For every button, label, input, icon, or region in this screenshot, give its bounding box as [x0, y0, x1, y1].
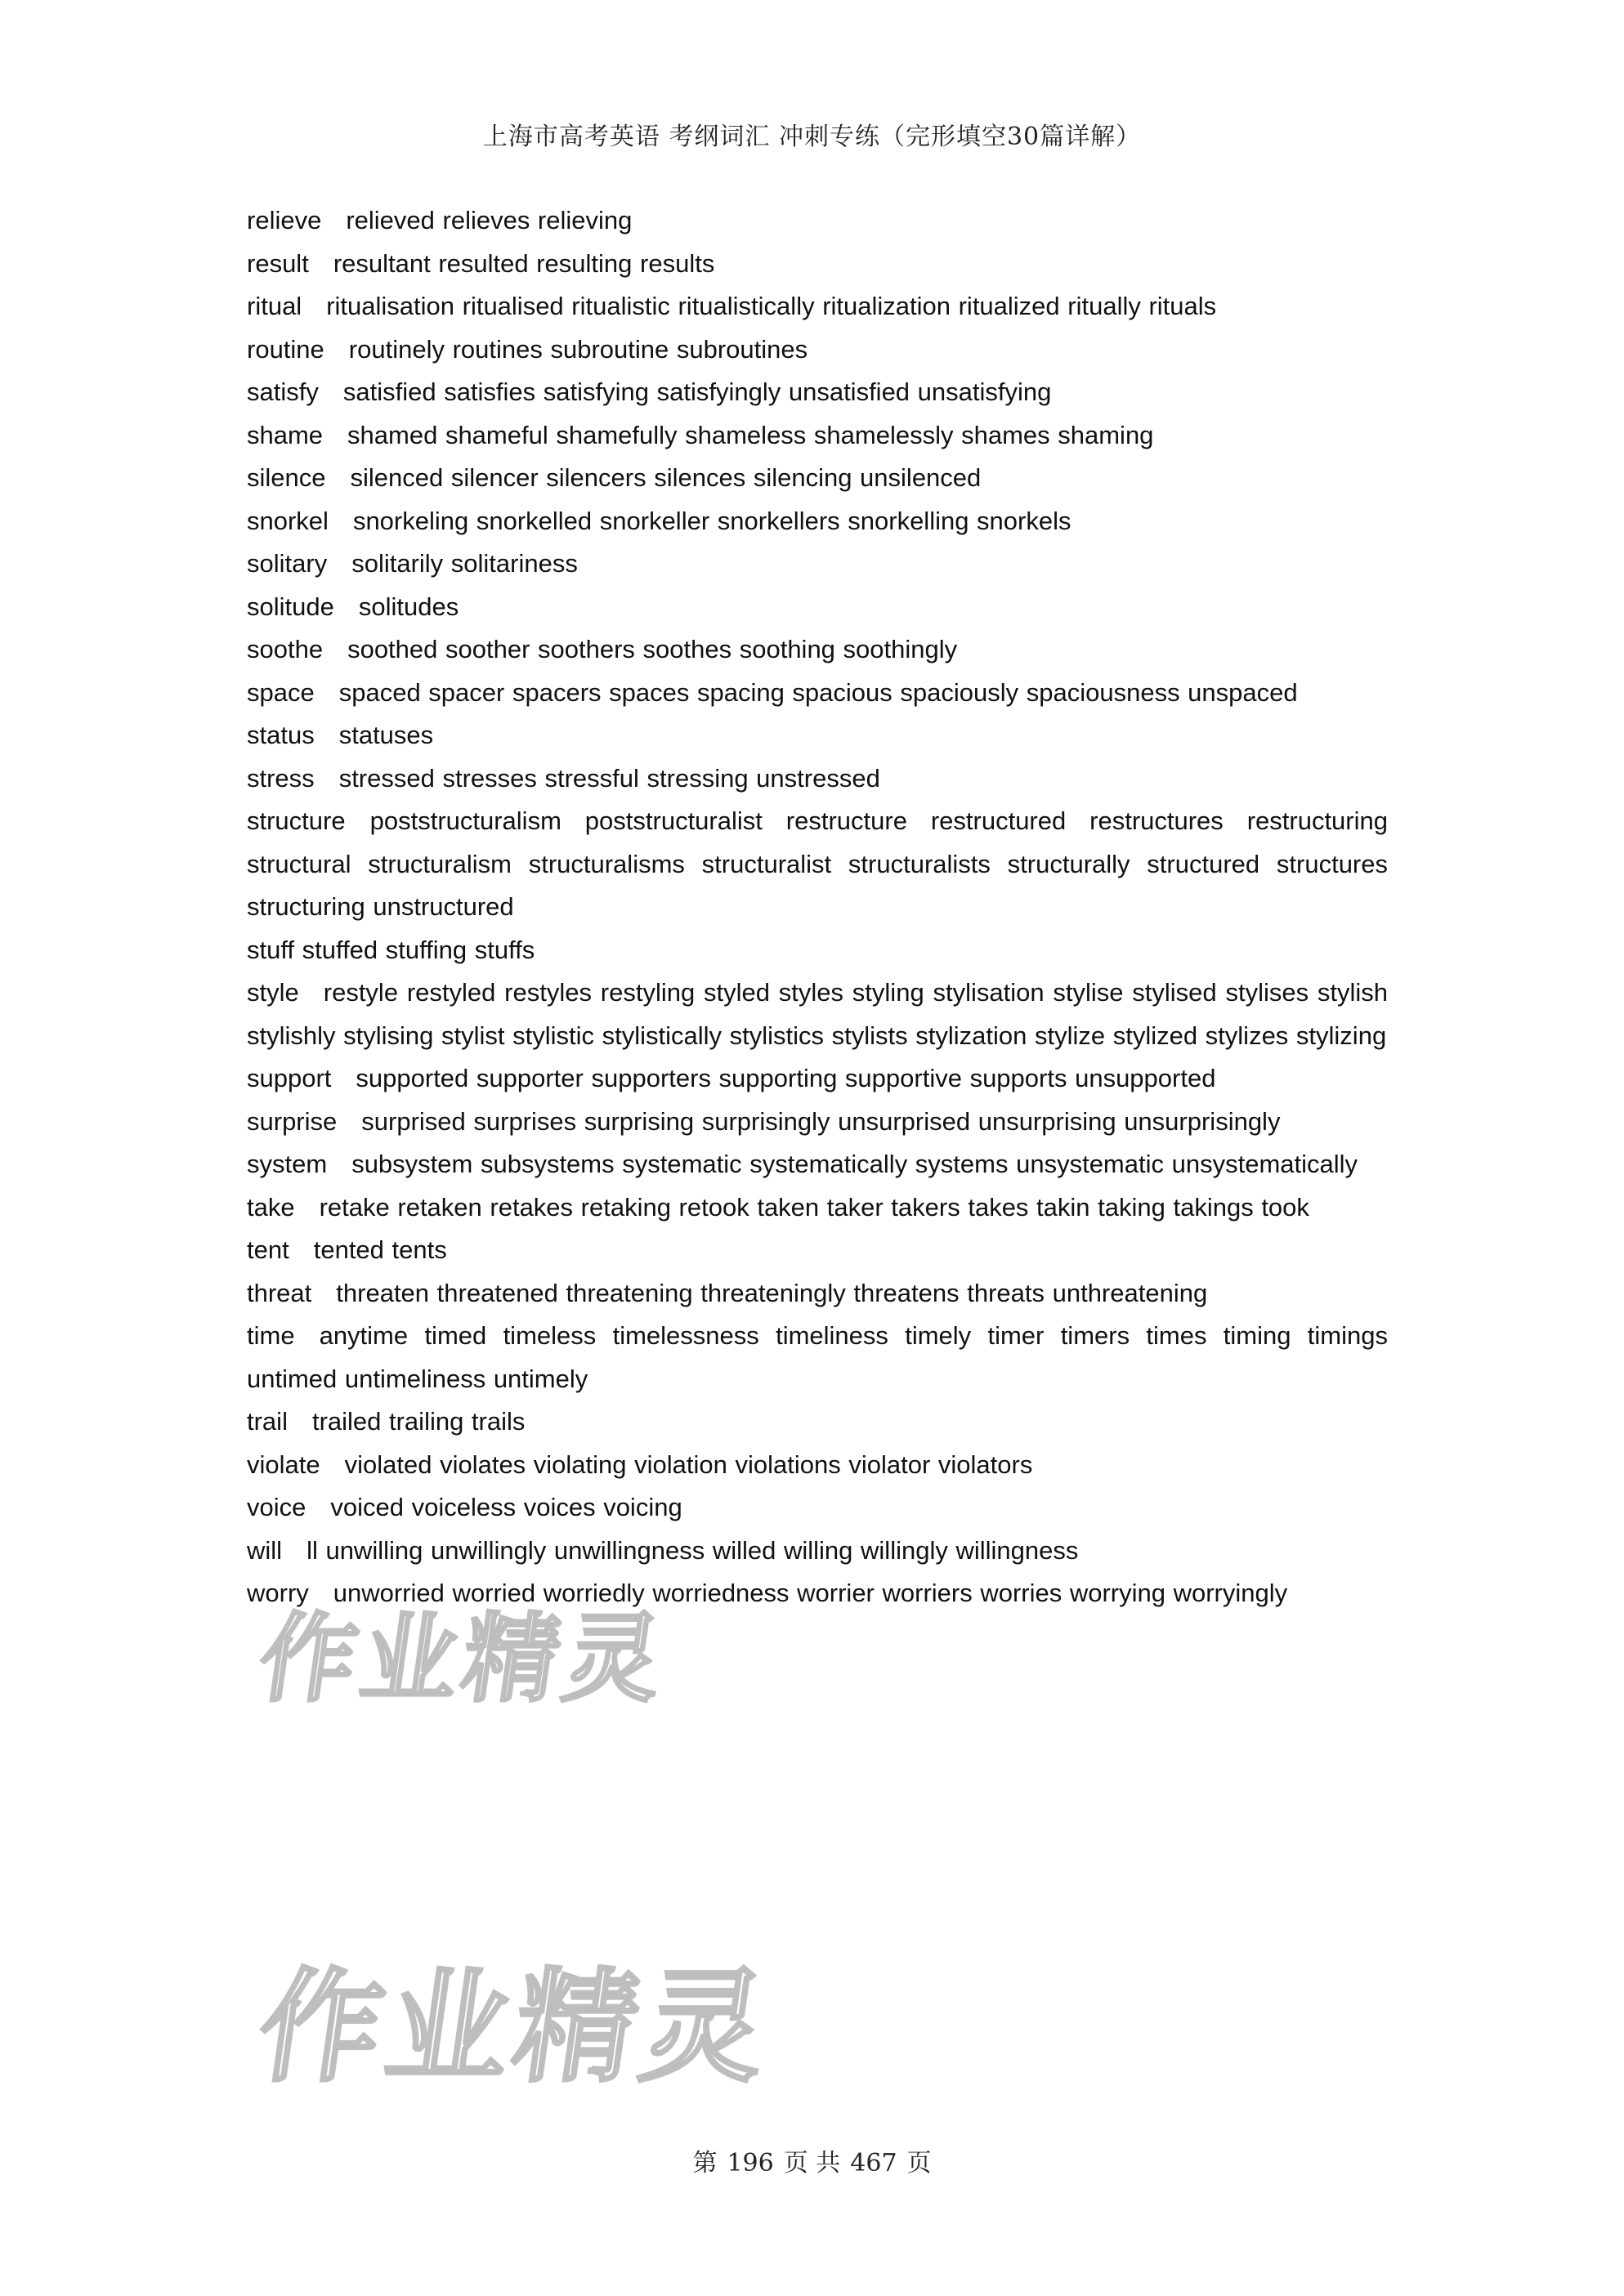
entry-solitary: [247, 543, 1388, 586]
entry-status: [247, 714, 1388, 757]
entry-space: [247, 672, 1388, 715]
entry-structure: [247, 800, 1388, 929]
headword: result: [247, 248, 309, 278]
word-forms: supported supporter supporters supporting supportive supports unsupported: [356, 1064, 1216, 1092]
entry-shame: [247, 414, 1388, 458]
entry-take: [247, 1186, 1388, 1230]
headword: surprise: [247, 1106, 338, 1136]
headword: soothe: [247, 635, 324, 663]
word-forms: violated violates violating violation violations violator violators: [344, 1450, 1033, 1479]
headword: solitary: [247, 549, 328, 578]
page-header: 上海市高考英语 考纲词汇 冲刺专练（完形填空30篇详解）: [482, 123, 1142, 151]
watermark-logo-large: 作业精灵: [249, 1957, 781, 2099]
entry-snorkel: [247, 500, 1388, 543]
headword: shame: [247, 420, 324, 449]
word-forms: routinely routines subroutine subroutines: [348, 334, 808, 364]
entry-routine: [247, 328, 1388, 372]
word-forms: poststructuralism poststructuralist restructure restructured restructures restructuring structural structuralism structuralisms structuralist structuralists structurally structured structures structuring unstructured: [247, 806, 1388, 921]
headword: relieve: [247, 206, 322, 235]
word-forms: snorkeling snorkelled snorkeller snorkellers snorkelling snorkels: [352, 506, 1071, 535]
headword: structure: [247, 806, 346, 835]
footer-suffix: 页: [906, 2149, 932, 2178]
headword: style: [247, 978, 299, 1007]
headword: silence: [247, 463, 326, 492]
headword: space: [247, 677, 315, 707]
word-forms: solitudes: [358, 592, 459, 621]
headword: time: [247, 1321, 295, 1350]
page-footer: [0, 2142, 1624, 2178]
headword: support: [247, 1064, 332, 1092]
entry-result: [247, 243, 1388, 286]
total-pages: 467: [850, 2149, 897, 2178]
word-forms: voiced voiceless voices voicing: [330, 1493, 682, 1521]
word-forms: retake retaken retakes retaking retook taken taker takers takes takin taking takings took: [319, 1192, 1309, 1222]
headword: system: [247, 1150, 328, 1178]
watermark-logo: 作业精灵: [252, 1602, 674, 1715]
word-forms: anytime timed timeless timelessness timeliness timely timer timers times timing timings untimed untimeliness untimely: [247, 1321, 1388, 1393]
entry-surprise: [247, 1101, 1388, 1144]
headword: violate: [247, 1450, 320, 1479]
headword: will: [247, 1535, 283, 1565]
entry-threat: [247, 1272, 1388, 1316]
headword: trail: [247, 1407, 288, 1436]
entry-time: [247, 1315, 1388, 1400]
entry-voice: [247, 1486, 1388, 1530]
word-forms: ritualisation ritualised ritualistic ritualistically ritualization ritualized ritually rituals: [326, 292, 1217, 320]
footer-middle: 页 共: [783, 2149, 841, 2178]
word-forms: spaced spacer spacers spaces spacing spacious spaciously spaciousness unspaced: [338, 677, 1298, 707]
entry-silence: [247, 457, 1388, 500]
word-list: [247, 199, 1388, 1615]
headword: stress: [247, 763, 315, 793]
headword: tent: [247, 1235, 289, 1264]
headword: routine: [247, 334, 324, 364]
entry-style: [247, 972, 1388, 1057]
entry-stress: [247, 757, 1388, 801]
headword: voice: [247, 1493, 306, 1521]
entry-will: [247, 1530, 1388, 1573]
word-forms: satisfied satisfies satisfying satisfyingly unsatisfied unsatisfying: [342, 377, 1052, 406]
word-forms: soothed soother soothers soothes soothing soothingly: [347, 635, 958, 663]
entry-system: [247, 1143, 1388, 1186]
word-forms: stuffed stuffing stuffs: [302, 935, 535, 964]
headword: stuff: [247, 935, 295, 964]
entry-stuff: [247, 929, 1388, 972]
word-forms: restyle restyled restyles restyling styled styles styling stylisation stylise stylised stylises stylish stylishly stylising stylist stylistic stylistically stylistics stylists stylization stylize stylized stylizes stylizing: [247, 978, 1388, 1050]
word-forms: shamed shameful shamefully shameless shamelessly shames shaming: [347, 420, 1154, 449]
entry-ritual: [247, 285, 1388, 328]
headword: threat: [247, 1278, 312, 1307]
word-forms: solitarily solitariness: [351, 549, 578, 578]
entry-satisfy: [247, 371, 1388, 414]
headword: solitude: [247, 592, 334, 621]
word-forms: unworried worried worriedly worriedness worrier worriers worries worrying worryingly: [333, 1579, 1288, 1607]
entry-soothe: [247, 628, 1388, 672]
current-page-number: 196: [727, 2149, 774, 2178]
word-forms: statuses: [338, 721, 434, 749]
word-forms: threaten threatened threatening threateningly threatens threats unthreatening: [336, 1278, 1208, 1307]
entry-violate: [247, 1444, 1388, 1487]
word-forms: trailed trailing trails: [311, 1407, 526, 1436]
entry-tent: [247, 1229, 1388, 1272]
headword: take: [247, 1192, 295, 1222]
entry-solitude: [247, 586, 1388, 629]
entry-support: [247, 1057, 1388, 1101]
word-forms: ll unwilling unwillingly unwillingness willed willing willingly willingness: [306, 1535, 1079, 1565]
word-forms: stressed stresses stressful stressing unstressed: [338, 763, 880, 793]
word-forms: surprised surprises surprising surprisingly unsurprised unsurprising unsurprisingly: [361, 1106, 1281, 1136]
entry-relieve: [247, 199, 1388, 243]
word-forms: resultant resulted resulting results: [333, 248, 715, 278]
headword: ritual: [247, 292, 302, 320]
headword: snorkel: [247, 506, 329, 535]
word-forms: subsystem subsystems systematic systematically systems unsystematic unsystematically: [351, 1150, 1358, 1178]
word-forms: silenced silencer silencers silences silencing unsilenced: [350, 463, 982, 492]
entry-trail: [247, 1400, 1388, 1444]
headword: satisfy: [247, 377, 319, 406]
headword: status: [247, 721, 315, 749]
word-forms: tented tents: [313, 1235, 447, 1264]
word-forms: relieved relieves relieving: [346, 206, 633, 235]
footer-prefix: 第: [692, 2149, 718, 2178]
headword: worry: [247, 1579, 309, 1607]
